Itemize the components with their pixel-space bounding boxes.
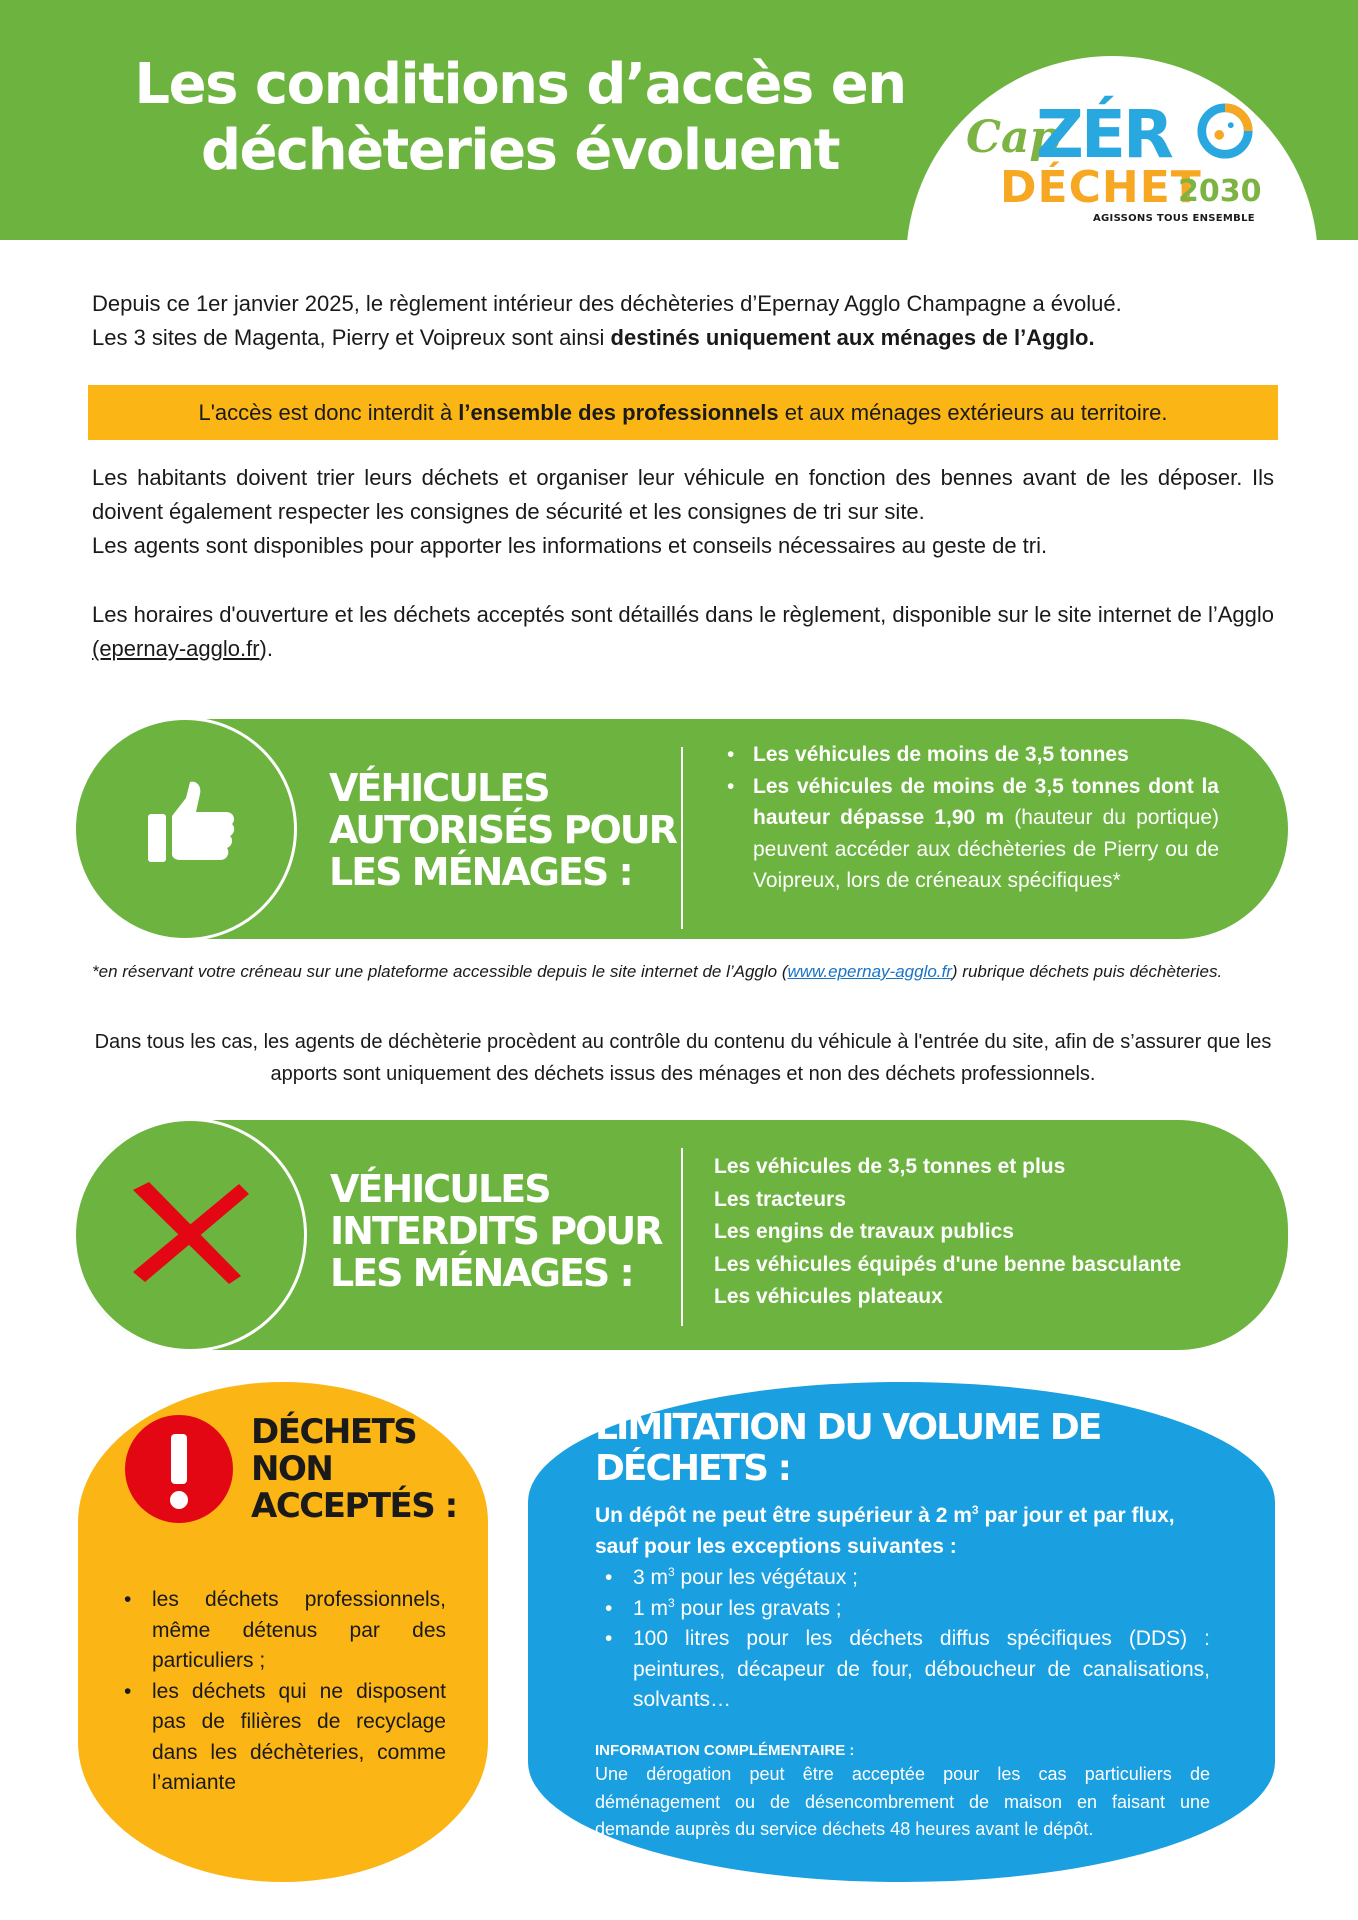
not-accepted-title-line1: DÉCHETS [251,1412,417,1452]
volume-exceptions-list [595,1563,1210,1716]
intro-line1: Depuis ce 1er janvier 2025, le règlement intérieur des déchèteries d’Epernay Agglo Champagne a évolué. [92,291,1122,316]
intro-line2-bold: destinés uniquement aux ménages de l’Agglo. [610,325,1095,350]
not-accepted-title [251,1414,457,1525]
control-paragraph: Dans tous les cas, les agents de déchèterie procèdent au contrôle du contenu du véhicule à l'entrée du site, afin de s’assurer que les apports sont uniquement des déchets issus des ménages et non des déchets professionnels. [94,1031,1272,1085]
logo-dechet: DÉCHET [1000,162,1202,213]
not-accepted-title-line3: ACCEPTÉS : [251,1486,457,1526]
footnote-prefix: *en réservant votre créneau sur une plateforme accessible depuis le site internet de l’Agglo ( [92,962,788,981]
page-title [90,52,950,184]
thumbs-up-icon [146,778,236,868]
banner-bold: l’ensemble des professionnels [458,400,779,425]
intro-paragraph [92,287,1274,355]
list-item: Les tracteurs [714,1187,846,1211]
list-item: • Les véhicules de moins de 3,5 tonnes dont la hauteur dépasse 1,90 m (hauteur du portique) peuvent accéder aux déchèteries de Pierry ou de Voipreux, lors de créneaux spécifiques* [723,771,1219,897]
banner-prefix: L'accès est donc interdit à [198,400,459,425]
forbidden-title-line3: LES MÉNAGES : [330,1251,633,1295]
reservation-footnote [92,958,1274,985]
forbidden-title [330,1168,662,1294]
list-item: • 1 $m^3$ pour les gravats ; [595,1594,1210,1625]
logo-zero: ZÉR [1036,96,1171,173]
page-title-line2: déchèteries évoluent [200,118,840,183]
sorting-paragraph [92,461,1274,563]
authorized-title [329,767,676,893]
volume-title [595,1407,1100,1489]
volume-title-line1: LIMITATION DU VOLUME DE [595,1407,1101,1448]
forbidden-title-line2: INTERDITS POUR [330,1209,662,1253]
info-text: Une dérogation peut être acceptée pour les cas particuliers de déménagement ou de désencombrement de maison en faisant une demande auprès du service déchets 48 heures avant le dépôt. [595,1764,1210,1839]
page-title-line1: Les conditions d’accès en [134,52,906,117]
hours-paragraph [92,598,1274,666]
forbidden-title-line1: VÉHICULES [330,1167,550,1211]
forbidden-list [714,1151,1254,1314]
info-heading: INFORMATION COMPLÉMENTAIRE : [595,1742,855,1759]
sorting-text2: Les agents sont disponibles pour apporter les informations et conseils nécessaires au geste de tri. [92,533,1048,558]
cap-zero-dechet-logo [960,96,1260,231]
logo-tagline: AGISSONS TOUS ENSEMBLE [1093,213,1255,224]
authorized-title-line3: LES MÉNAGES : [329,850,632,894]
not-accepted-list [120,1585,446,1799]
hours-suffix: ). [259,636,273,661]
hours-prefix: Les horaires d'ouverture et les déchets acceptés sont détaillés dans le règlement, disponible sur le site internet de l’Agglo [92,602,1274,627]
access-banner [88,385,1278,440]
volume-title-line2: DÉCHETS : [595,1448,791,1489]
authorized-list [723,739,1219,897]
list-item: Les véhicules équipés d'une benne basculante [714,1252,1182,1276]
list-item: • Les véhicules de moins de 3,5 tonnes [723,739,1219,771]
authorized-title-line2: AUTORISÉS POUR [329,808,676,852]
list-item: • 100 litres pour les déchets diffus spécifiques (DDS) : peintures, décapeur de four, déboucheur de canalisations, solvants… [595,1624,1210,1716]
intro-line2-prefix: Les 3 sites de Magenta, Pierry et Voipreux sont ainsi [92,325,611,350]
authorized-title-line1: VÉHICULES [329,766,549,810]
footnote-suffix: ) rubrique déchets puis déchèteries. [951,962,1223,981]
list-item: Les engins de travaux publics [714,1220,1014,1243]
agglo-website-link[interactable]: (epernay-agglo.fr [92,636,260,661]
logo-ring-icon [1196,102,1254,160]
list-item: • les déchets professionnels, même détenus par des particuliers ; [120,1585,446,1677]
exclamation-icon [124,1414,234,1524]
volume-lead: Un dépôt ne peut être supérieur à 2 $m^3$ par jour et par flux, sauf pour les exceptions suivantes : [595,1503,1175,1558]
list-item: • 3 $m^3$ pour les végétaux ; [595,1563,1210,1594]
epernay-agglo-link[interactable]: www.epernay-agglo.fr [787,962,952,981]
banner-suffix: et aux ménages extérieurs au territoire. [778,400,1168,425]
not-accepted-title-line2: NON [251,1449,333,1489]
sorting-text1: Les habitants doivent trier leurs déchets et organiser leur véhicule en fonction des bennes avant de les déposer. Ils doivent également respecter les consignes de sécurité et les consignes de tri sur site. [92,465,1274,524]
authorized-divider [681,747,683,929]
logo-year: 2030 [1178,174,1262,209]
cross-icon [123,1178,251,1288]
list-item: • les déchets qui ne disposent pas de filières de recyclage dans les déchèteries, comme l’amiante [120,1677,446,1799]
forbidden-divider [681,1148,683,1326]
list-item: Les véhicules plateaux [714,1285,943,1308]
logo-cap: Cap [966,112,1061,163]
list-item: Les véhicules de 3,5 tonnes et plus [714,1155,1066,1178]
